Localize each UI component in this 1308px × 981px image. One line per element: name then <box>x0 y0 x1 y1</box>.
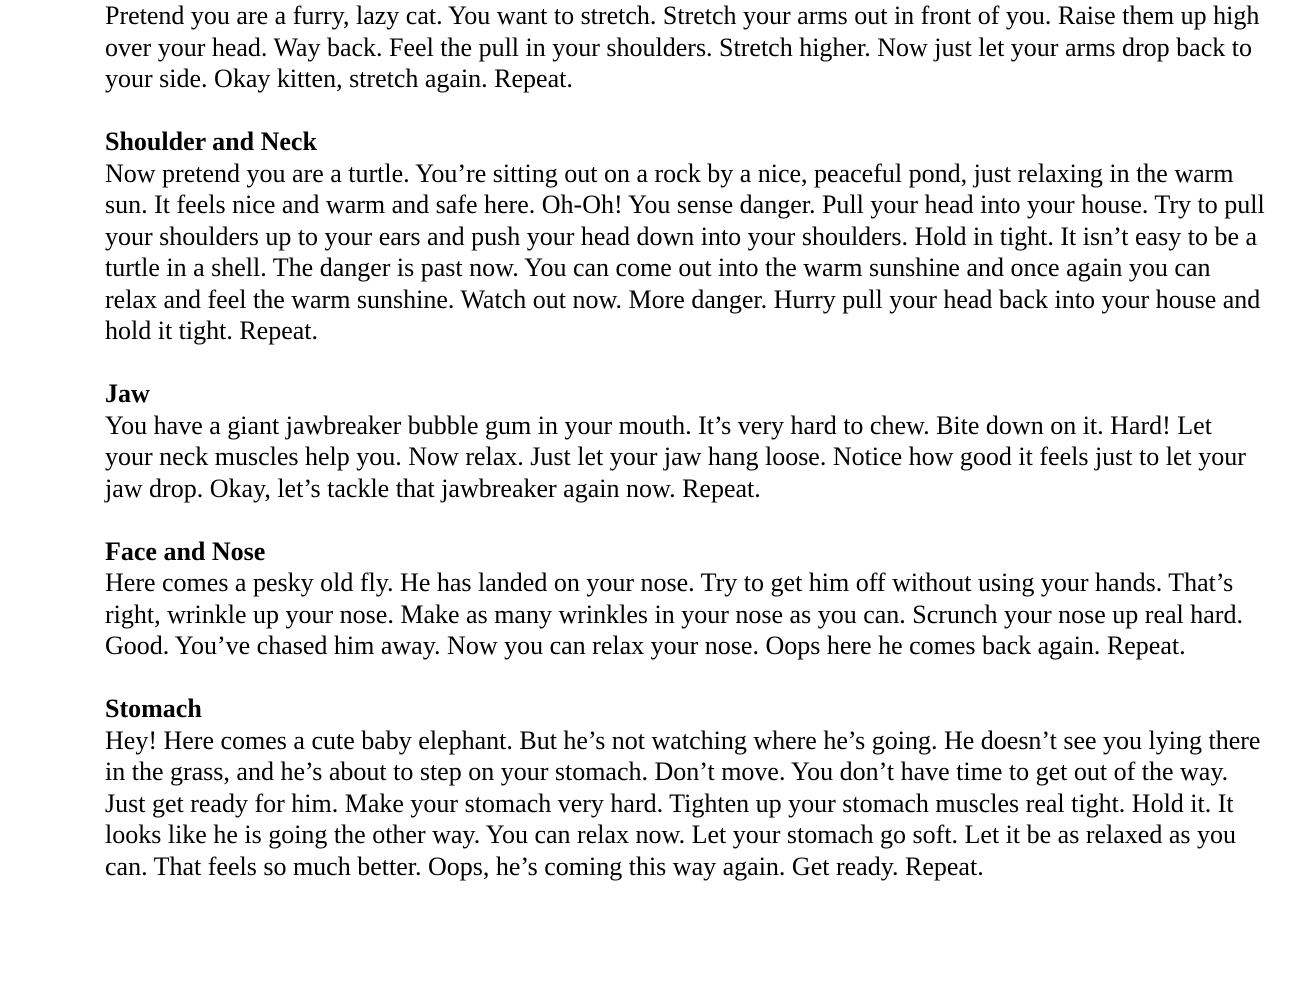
section-heading: Jaw <box>105 379 150 408</box>
section-paragraph: Hey! Here comes a cute baby elephant. But he’s not watching where he’s going. He doesn’t see you lying there in the grass, and he’s about to step on your stomach. Don’t move. You don’t have time to get out of the way. Just get ready for him. Make your stomach very hard. Tighten up your stomach muscles real tight. Hold it. It looks like he is going the other way. You can relax now. Let your stomach go soft. Let it be as relaxed as you can. That feels so much better. Oops, he’s coming this way again. Get ready. Repeat. <box>105 725 1261 881</box>
document-page <box>105 0 1265 882</box>
section-heading: Shoulder and Neck <box>105 127 317 156</box>
section-jaw <box>105 378 1265 504</box>
section-paragraph: You have a giant jawbreaker bubble gum in your mouth. It’s very hard to chew. Bite down on it. Hard! Let your neck muscles help you. Now relax. Just let your jaw hang loose. Notice how good it feels just to let your jaw drop. Okay, let’s tackle that jawbreaker again now. Repeat. <box>105 410 1246 503</box>
section-shoulder-and-neck <box>105 126 1265 347</box>
section-paragraph: Now pretend you are a turtle. You’re sitting out on a rock by a nice, peaceful pond, just relaxing in the warm sun. It feels nice and warm and safe here. Oh-Oh! You sense danger. Pull your head into your house. Try to pull your shoulders up to your ears and push your head down into your shoulders. Hold in tight. It isn’t easy to be a turtle in a shell. The danger is past now. You can come out into the warm sunshine and once again you can relax and feel the warm sunshine. Watch out now. More danger. Hurry pull your head back into your house and hold it tight. Repeat. <box>105 158 1265 345</box>
section-heading: Stomach <box>105 694 202 723</box>
section-heading: Face and Nose <box>105 536 266 566</box>
intro-paragraph: Pretend you are a furry, lazy cat. You want to stretch. Stretch your arms out in front of you. Raise them up high over your head. Way back. Feel the pull in your shoulders. Stretch higher. Now just let your arms drop back to your side. Okay kitten, stretch again. Repeat. <box>105 1 1260 93</box>
section-face-and-nose <box>105 536 1265 662</box>
section-stomach <box>105 693 1265 882</box>
section-paragraph: Here comes a pesky old fly. He has landed on your nose. Try to get him off without using your hands. That’s right, wrinkle up your nose. Make as many wrinkles in your nose as you can. Scrunch your nose up real hard. Good. You’ve chased him away. Now you can relax your nose. Oops here he comes back again. Repeat. <box>105 568 1243 660</box>
